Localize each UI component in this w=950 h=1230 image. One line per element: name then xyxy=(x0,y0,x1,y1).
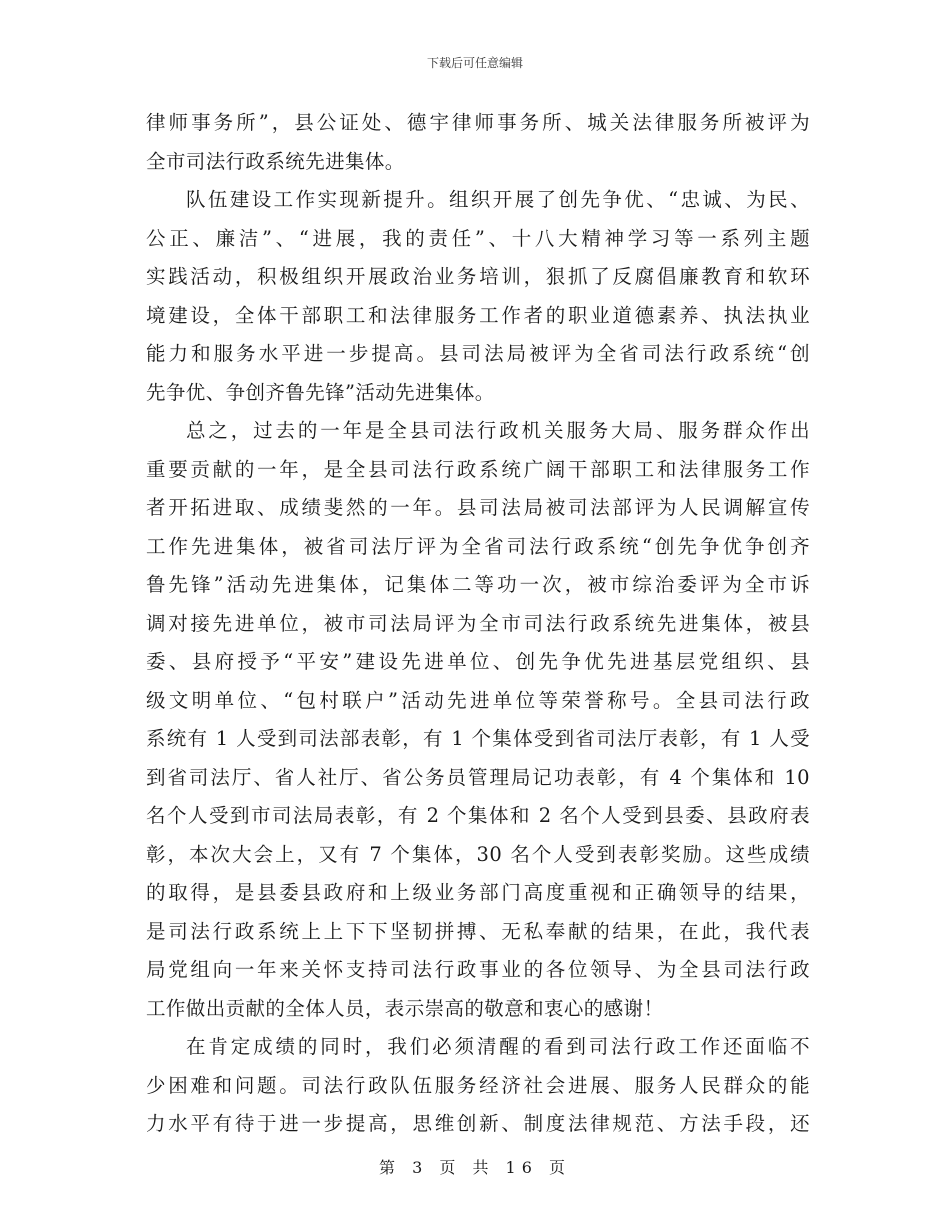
text-line: 级文明单位、“包村联户”活动先进单位等荣誉称号。全县司法行政 xyxy=(146,688,810,712)
text-line: 力水平有待于进一步提高，思维创新、制度法律规范、方法手段，还 xyxy=(146,1112,810,1135)
text-line: 全市司法行政系统先进集体。 xyxy=(146,149,405,173)
text-line: 委、县府授予“平安”建设先进单位、创先争优先进基层党组织、县 xyxy=(146,650,810,673)
text-line: 彰，本次大会上，又有 7 个集体，30 名个人受到表彰奖励。这些成绩 xyxy=(146,842,810,866)
text-line: 境建设，全体干部职工和法律服务工作者的职业道德素养、执法执业 xyxy=(146,303,810,327)
text-line: 鲁先锋”活动先进集体，记集体二等功一次，被市综治委评为全市诉 xyxy=(146,573,810,596)
text-line: 的取得，是县委县政府和上级业务部门高度重视和正确领导的结果， xyxy=(146,881,810,904)
text-line: 工作先进集体，被省司法厅评为全省司法行政系统“创先争优争创齐 xyxy=(146,534,810,558)
text-line: 律师事务所”，县公证处、德宇律师事务所、城关法律服务所被评为 xyxy=(146,111,810,134)
text-line: 者开拓进取、成绩斐然的一年。县司法局被司法部评为人民调解宣传 xyxy=(146,496,810,519)
document-body xyxy=(146,104,810,1144)
text-line: 到省司法厅、省人社厅、省公务员管理局记功表彰，有 4 个集体和 10 xyxy=(146,765,810,789)
paragraph-start-line: 总之，过去的一年是全县司法行政机关服务大局、服务群众作出 xyxy=(186,419,810,442)
text-line: 局党组向一年来关怀支持司法行政事业的各位领导、为全县司法行政 xyxy=(146,958,810,981)
text-line: 是司法行政系统上上下下坚韧拼搏、无私奉献的结果，在此，我代表 xyxy=(146,919,810,943)
paragraph-start-line: 队伍建设工作实现新提升。组织开展了创先争优、“忠诚、为民、 xyxy=(186,188,810,211)
text-line: 公正、廉洁”、“进展，我的责任”、十八大精神学习等一系列主题 xyxy=(146,226,810,250)
text-line: 实践活动，积极组织开展政治业务培训，狠抓了反腐倡廉教育和软环 xyxy=(146,265,810,288)
text-line: 能力和服务水平进一步提高。县司法局被评为全省司法行政系统“创 xyxy=(146,342,810,365)
text-line: 工作做出贡献的全体人员，表示崇高的敬意和衷心的感谢！ xyxy=(146,996,664,1020)
text-line: 系统有 1 人受到司法部表彰，有 1 个集体受到省司法厅表彰，有 1 人受 xyxy=(146,727,810,750)
text-line: 名个人受到市司法局表彰，有 2 个集体和 2 名个人受到县委、县政府表 xyxy=(146,804,810,827)
text-line: 先争优、争创齐鲁先锋”活动先进集体。 xyxy=(146,380,495,404)
paragraph-start-line: 在肯定成绩的同时，我们必须清醒的看到司法行政工作还面临不 xyxy=(186,1035,810,1058)
page-header-note: 下载后可任意编辑 xyxy=(426,56,523,70)
text-line: 少困难和问题。司法行政队伍服务经济社会进展、服务人民群众的能 xyxy=(146,1073,810,1097)
text-line: 重要贡献的一年，是全县司法行政系统广阔干部职工和法律服务工作 xyxy=(146,457,810,481)
text-line: 调对接先进单位，被市司法局评为全市司法行政系统先进集体，被县 xyxy=(146,611,810,635)
page-number-footer: 第 3 页 共 16 页 xyxy=(379,1158,571,1177)
